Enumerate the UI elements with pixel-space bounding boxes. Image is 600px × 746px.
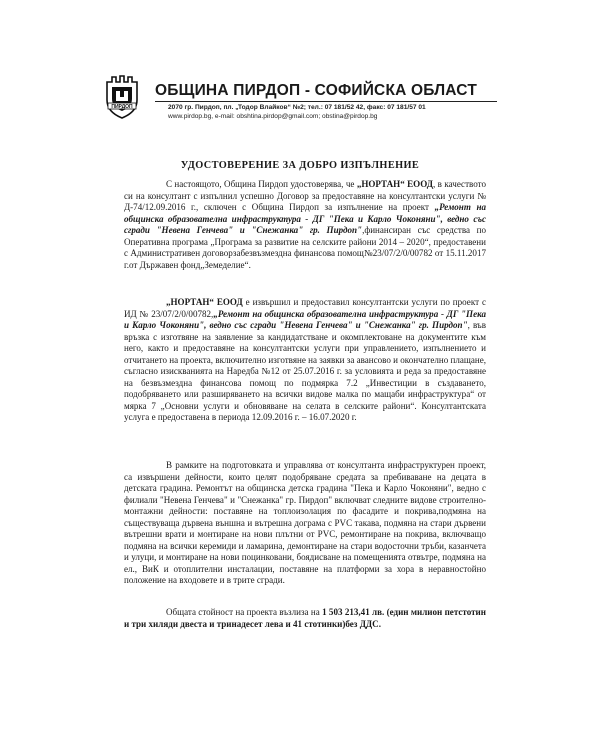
p1-company-name: „НОРТАН“ ЕООД — [356, 179, 434, 189]
crest-label: ПИРДОП — [111, 104, 133, 110]
p2-text-1: е извършил и предоставил консултантски услуги по проект с ИД № 23/07/2/0/00782, — [124, 297, 486, 319]
p1-text-2: , в качеството си на консултант с изпълнил успешно Договор за предоставяне на консултантски услуги № Д-74/12.09.2016 г., сключен с Община Пирдоп за изпълнение на проект — [124, 179, 486, 213]
p3-text: В рамките на подготовката и управлява от консултанта инфраструктурен проект, са извършени дейности, които целят подобряване средата за пребиваване на децата в детската градина. Ремонтът на общинска детска градина "Пека и Карло Чоконяни", ведно с филиали "Невена Генчева" и "Снежанка" гр. Пирдоп" включват следните видове строително-монтажни дейности: поставяне на топлоизолация по фасадите и покрива,подмяна на съществуваща дървена външна и вътрешна дограма с PVC такава, подмяна на стари дървени вътрешни врати и монтиране на нови плътни от PVC, ремонтиране на покрива, включващо подмяна на всички керемиди и ламарина, демонтиране на стари водосточни тръби, казанчета и улуци, и монтиране на нови поцинковани, боядисване на помещенията отвътре, подмяна на ел., ВиК и отоплителни инсталации, поставяне на платформи за хора в неравностойно положение на входовете и в трите сгради. — [124, 460, 486, 586]
paragraph-certification — [124, 179, 486, 271]
p1-project-name: „Ремонт на общинска образователна инфраструктура - ДГ "Пека и Карло Чоконяни", ведно със сгради "Невена Генчева" и "Снежанка" гр. Пирдоп" — [124, 202, 486, 236]
municipality-title: ОБЩИНА ПИРДОП - СОФИЙСКА ОБЛАСТ — [155, 82, 477, 99]
p1-text-1: С настоящото, Община Пирдоп удостоверява, че — [166, 179, 357, 189]
p2-text-2: , във връзка с изготвяне на заявление за кандидатстване и окомплектоване на документите към него, както и предоставяне на консултантски услуги при управлението, изпълнението и отчитането на проекта, включително изготвяне на заявки за авансово и окончателно плащане, съгласно изискванията на Наредба №12 от 25.07.2016 г. за условията и реда за предоставяне на безвъзмездна финансова помощ по подмярка 7.2 „Инвестиции в създаването, подобряването или разширяването на всички видове малка по мащаби инфраструктура“ от мярка 7 „Основни услуги и обновяване на селата в селските райони“. Консултантската услуга е предоставена в периода 12.09.2016 г. – 16.07.2020 г. — [124, 320, 486, 423]
p4-text-2: без ДДС. — [345, 618, 381, 629]
document-title: УДОСТОВЕРЕНИЕ ЗА ДОБРО ИЗПЪЛНЕНИЕ — [180, 160, 420, 171]
p4-amount: 1 503 213,41 лв. (един милион петстотин и три хиляди двеста и тринадесет лева и 41 стотинки) — [124, 607, 486, 629]
paragraph-total-value — [124, 607, 486, 630]
paragraph-activities — [124, 460, 486, 587]
municipality-contacts: www.pirdop.bg, e-mail: obshtina.pirdop@gmail.com; obstina@pirdop.bg — [168, 113, 378, 120]
paragraph-services — [124, 297, 486, 424]
p2-project-name: „Ремонт на общинска образователна инфраструктура - ДГ "Пека и Карло Чоконяни", ведно със сгради "Невена Генчева" и "Снежанка" гр. Пирдоп" — [124, 308, 486, 331]
header-divider — [155, 101, 497, 102]
coat-of-arms-icon — [103, 73, 141, 119]
p2-company-name: „НОРТАН“ ЕООД — [166, 297, 243, 307]
p4-text-1: Общата стойност на проекта възлиза на — [166, 607, 323, 617]
municipality-address: 2070 гр. Пирдоп, пл. „Тодор Влайков“ №2; тел.: 07 181/52 42, факс: 07 181/57 01 — [168, 104, 426, 111]
p1-text-3: ,финансиран със средства по Оперативна програма „Програма за развитие на селските райони 2014 – 2020“, предоставени с Административен договорзабезвъзмездна финансова помощ№23/07/2/0/00782 от 15.11.2017 г.от Държавен фонд„Земеделие“. — [124, 225, 487, 270]
